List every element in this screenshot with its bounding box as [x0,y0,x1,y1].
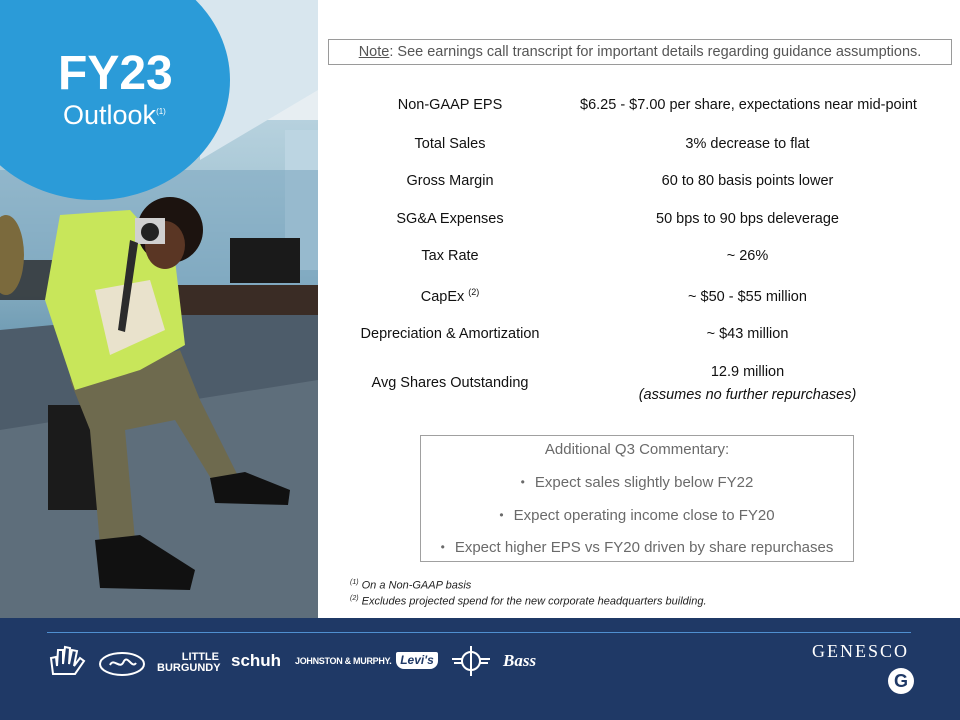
commentary-item [421,474,853,491]
dockers-logo-icon [450,642,492,680]
levis-logo: Levi's [396,652,438,669]
guidance-value: ~ $43 million [706,326,789,342]
footnote-mark: (1) [350,579,359,586]
footnote [350,595,707,608]
little-burgundy-line1: LITTLE [181,651,219,663]
company-name: GENESCO [812,641,910,661]
guidance-value: 60 to 80 basis points lower [661,173,834,189]
page-subtitle-text: Outlook [63,100,157,130]
commentary-item [421,539,853,556]
brand-footer [0,618,960,720]
bullet-icon: • [499,508,504,522]
footer-divider [47,632,911,633]
page-subtitle-footnote: (1) [156,107,166,116]
guidance-label: Gross Margin [406,173,494,189]
schuh-logo: schuh [231,651,282,670]
little-burgundy-logo [157,652,219,674]
commentary-title: Additional Q3 Commentary: [544,441,730,458]
guidance-label [330,287,570,305]
commentary-item-text: Expect sales slightly below FY22 [534,474,754,491]
guidance-label: Total Sales [414,136,486,152]
footnote-text: On a Non-GAAP basis [358,579,472,592]
guidance-label-footnote: (2) [468,287,480,297]
guidance-value: 3% decrease to flat [685,136,810,152]
note-label: Note [358,44,390,60]
journeys-kidz-logo-icon [98,651,146,677]
guidance-label: SG&A Expenses [396,211,504,227]
guidance-label-text: CapEx [420,288,465,305]
journeys-logo-icon [47,644,89,678]
guidance-value: $6.25 - $7.00 per share, expectations near mid-point [580,97,917,113]
commentary-item-text: Expect higher EPS vs FY20 driven by share repurchases [454,539,834,556]
commentary-item [421,507,853,524]
guidance-label: Depreciation & Amortization [360,326,540,342]
guidance-value: 12.9 million [710,364,785,380]
bullet-icon: • [440,540,445,554]
page-subtitle [63,100,166,131]
bass-logo: Bass [503,651,537,670]
footnote-mark: (2) [350,595,359,602]
footnote [350,579,471,592]
johnston-murphy-logo: JOHNSTON & MURPHY. [295,656,392,666]
bullet-icon: • [520,475,525,489]
guidance-label: Non-GAAP EPS [397,97,503,113]
guidance-label: Tax Rate [421,248,479,264]
commentary-box [420,435,854,562]
note-text: : See earnings call transcript for important details regarding guidance assumptions. [389,44,922,60]
guidance-value: ~ 26% [726,248,769,264]
page-title: FY23 [58,47,173,100]
commentary-item-text: Expect operating income close to FY20 [513,507,775,524]
little-burgundy-line2: BURGUNDY [157,662,221,674]
guidance-label: Avg Shares Outstanding [371,375,529,391]
genesco-g-icon: G [888,668,914,694]
guidance-value-note: (assumes no further repurchases) [638,387,857,403]
footnote-text: Excludes projected spend for the new corporate headquarters building. [358,595,707,608]
note-box [328,39,952,65]
guidance-value: ~ $50 - $55 million [688,289,807,305]
guidance-value: 50 bps to 90 bps deleverage [656,211,839,227]
